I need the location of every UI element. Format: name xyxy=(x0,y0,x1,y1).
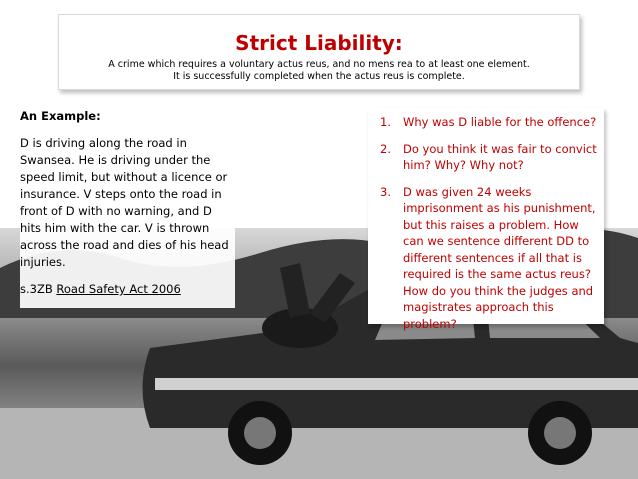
question-text: D was given 24 weeks imprisonment as his punishment, but this raises a problem. How can we sentence different DD to different sentences if all that is required is the same actus reus? How do you think the judges and magistrates approach this problem? xyxy=(403,184,596,331)
definition-text xyxy=(59,59,579,83)
statute-section: s.3ZB xyxy=(20,282,57,296)
question-item xyxy=(368,141,604,174)
title-box xyxy=(58,14,580,90)
questions-box xyxy=(368,108,604,331)
definition-line-1: A crime which requires a voluntary actus reus, and no mens rea to at least one element. xyxy=(108,59,530,70)
statute-link[interactable]: Road Safety Act 2006 xyxy=(56,282,181,296)
page-title: Strict Liability: xyxy=(235,31,403,55)
question-item xyxy=(368,114,604,131)
definition-line-2: It is successfully completed when the actus reus is complete. xyxy=(173,71,465,82)
example-heading: An Example: xyxy=(20,109,101,123)
question-text: Do you think it was fair to convict him? Why? Why not? xyxy=(403,141,597,172)
question-number: 1. xyxy=(380,115,391,129)
question-number: 2. xyxy=(380,141,391,156)
example-body: D is driving along the road in Swansea. He is driving under the speed limit, but without a licence or insurance. V steps onto the road in front of D with no warning, and D hits him with the car. V is thrown across the road and dies of his head injuries. xyxy=(20,136,229,269)
question-item xyxy=(368,184,604,333)
statute-reference xyxy=(20,281,235,298)
question-text: Why was D liable for the offence? xyxy=(403,115,597,129)
question-number: 3. xyxy=(380,184,391,199)
example-panel xyxy=(20,108,235,308)
